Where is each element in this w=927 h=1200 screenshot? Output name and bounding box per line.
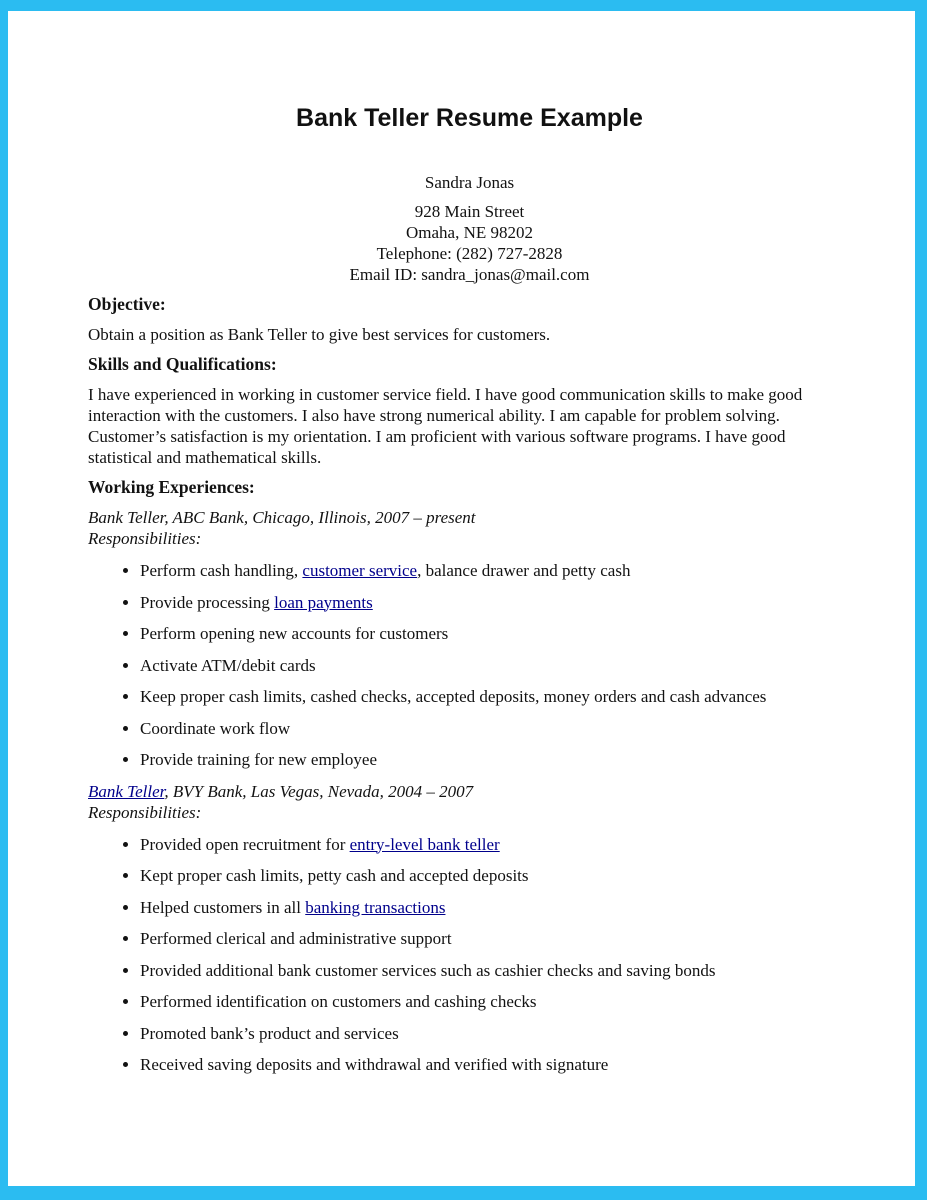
jobs-container: [88, 507, 851, 1075]
text-part: Provided open recruitment for: [140, 834, 350, 854]
text-part: Keep proper cash limits, cashed checks, accepted deposits, money orders and cash advances: [140, 687, 767, 706]
responsibility-item: [140, 718, 851, 739]
text-part: Provided additional bank customer services such as cashier checks and saving bonds: [140, 960, 716, 980]
text-part: Perform opening new accounts for customers: [140, 624, 449, 643]
contact-name: Sandra Jonas: [424, 173, 515, 192]
responsibility-item: [140, 865, 851, 886]
responsibility-item: [140, 928, 851, 949]
text-part: Perform cash handling,: [140, 561, 303, 580]
resume-document: [8, 11, 915, 1075]
objective-text: Obtain a position as Bank Teller to give best services for customers.: [88, 325, 551, 344]
text-part: Provide processing: [140, 592, 275, 612]
text-part: , BVY Bank, Las Vegas, Nevada, 2004 – 2007: [164, 781, 474, 801]
responsibility-item: [140, 1054, 851, 1075]
responsibility-item: [140, 592, 851, 613]
responsibility-item: [140, 655, 851, 676]
text-part: , balance drawer and petty cash: [417, 561, 631, 580]
job-block: [88, 507, 851, 770]
responsibilities-list: [88, 834, 851, 1076]
responsibility-item: [140, 834, 851, 855]
text-part: Promoted bank’s product and services: [140, 1023, 399, 1043]
responsibility-item: [140, 960, 851, 981]
responsibilities-label: Responsibilities:: [88, 529, 202, 548]
job-title-line: [88, 781, 851, 802]
text-part: Provide training for new employee: [140, 750, 377, 769]
skills-heading: Skills and Qualifications:: [88, 354, 277, 374]
inline-link[interactable]: customer service: [302, 561, 418, 580]
job-title-line: [88, 507, 851, 528]
responsibility-item: [140, 991, 851, 1012]
inline-link[interactable]: Bank Teller: [88, 781, 165, 801]
responsibilities-list: [88, 560, 851, 770]
contact-block: [88, 172, 851, 285]
text-part: Helped customers in all: [140, 897, 306, 917]
text-part: Bank Teller, ABC Bank, Chicago, Illinois, 2007 – present: [88, 508, 476, 527]
responsibility-item: [140, 623, 851, 644]
page-title: Bank Teller Resume Example: [296, 104, 643, 132]
contact-address-city: Omaha, NE 98202: [405, 223, 533, 242]
responsibilities-label: Responsibilities:: [88, 802, 202, 822]
text-part: Kept proper cash limits, petty cash and accepted deposits: [140, 866, 529, 885]
responsibility-item: [140, 560, 851, 581]
text-part: Performed identification on customers and cashing checks: [140, 992, 537, 1011]
inline-link[interactable]: entry-level bank teller: [349, 834, 500, 854]
contact-phone: Telephone: (282) 727-2828: [376, 244, 563, 263]
objective-heading: Objective:: [88, 294, 166, 314]
text-part: Coordinate work flow: [140, 718, 291, 738]
job-block: [88, 781, 851, 1076]
contact-address-street: 928 Main Street: [414, 202, 525, 221]
inline-link[interactable]: loan payments: [274, 592, 373, 612]
text-part: Received saving deposits and withdrawal and verified with signature: [140, 1055, 609, 1074]
experience-heading: Working Experiences:: [88, 477, 255, 497]
responsibility-item: [140, 749, 851, 770]
responsibility-item: [140, 686, 851, 707]
responsibility-item: [140, 1023, 851, 1044]
text-part: Activate ATM/debit cards: [140, 655, 316, 675]
responsibility-item: [140, 897, 851, 918]
contact-email: Email ID: sandra_jonas@mail.com: [349, 265, 590, 284]
inline-link[interactable]: banking transactions: [305, 897, 446, 917]
text-part: Performed clerical and administrative support: [140, 929, 452, 948]
skills-text: I have experienced in working in customer service field. I have good communication skills to make good interaction with the customers. I also have strong numerical ability. I am capable for problem solving. Customer’s satisfaction is my orientation. I am proficient with various software programs. I have good statistical and mathematical skills.: [88, 385, 803, 467]
